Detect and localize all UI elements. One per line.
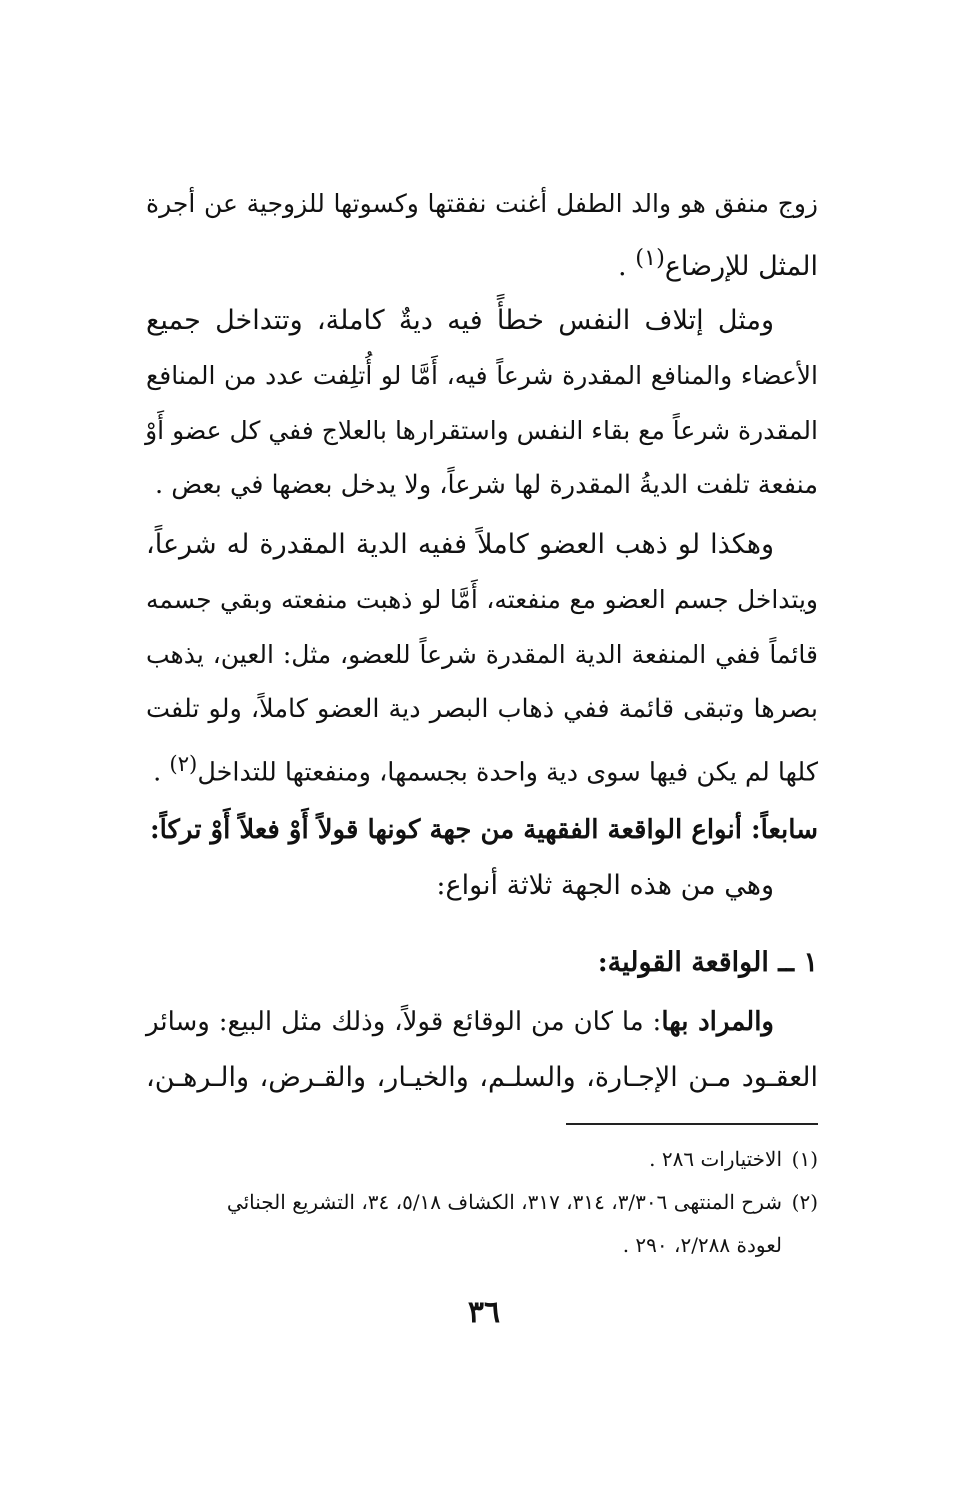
footnote-text: الاختيارات ٢٨٦ .: [649, 1147, 782, 1171]
text-line: [146, 231, 818, 286]
footnote-1: [146, 1138, 818, 1181]
line-end: .: [153, 757, 170, 788]
footnote-divider: [566, 1123, 818, 1125]
text-line: قائماً ففي المنفعة الدية المقدرة شرعاً للعضو، مثل: العين، يذهب: [146, 640, 818, 669]
footnote-ref-1: (١): [635, 245, 665, 271]
footnotes: [146, 1138, 818, 1267]
text-line: زوج منفق هو والد الطفل أغنت نفقتها وكسوتها للزوجية عن أجرة: [146, 189, 818, 218]
footnote-ref-2: (٢): [169, 752, 198, 777]
text-line: [146, 737, 818, 792]
subsection-1: [146, 935, 818, 990]
term-label: والمراد بها: [661, 1007, 774, 1037]
section-7: [146, 803, 818, 913]
line-end: .: [618, 251, 636, 282]
footnote-2-continuation: لعودة ٢/٢٨٨، ٢٩٠ .: [622, 1233, 782, 1257]
text-line: الأعضاء والمنافع المقدرة شرعاً فيه، أَمَّا لو أُتلِفت عدد من المنافع: [146, 361, 819, 390]
text-line: منفعة تلفت الديةُ المقدرة لها شرعاً، ولا يدخل بعضها في بعض .: [154, 470, 818, 500]
footnote-text: شرح المنتهى ٣/٣٠٦، ٣١٤، ٣١٧، الكشاف ٥/١٨، ٣٤، التشريع الجنائي: [226, 1190, 782, 1214]
paragraph-2: [146, 293, 818, 513]
text-line: بصرها وتبقى قائمة ففي ذهاب البصر دية العضو كاملاً، ولو تلفت: [146, 694, 818, 724]
text-line: [146, 995, 818, 1050]
subheading: ١ ــ الواقعة القولية:: [597, 947, 818, 978]
text-line: وهكذا لو ذهب العضو كاملاً ففيه الدية المقدرة له شرعاً،: [146, 529, 774, 560]
footnote-2: [146, 1181, 818, 1224]
paragraph-4: [146, 995, 818, 1105]
text-line: العقـود مـن الإجـارة، والسلـم، والخيـار، والقـرض، والـرهـن،: [146, 1062, 818, 1093]
section-intro: وهي من هذه الجهة ثلاثة أنواع:: [436, 870, 774, 901]
line-text: : ما كان من الوقائع قولاً، وذلك مثل البيع: وسائر: [146, 1007, 662, 1037]
line-text: المثل للإرضاع: [664, 251, 818, 282]
footnote-marker: (٢): [791, 1190, 818, 1214]
section-heading: سابعاً: أنواع الواقعة الفقهية من جهة كونها قولاً أَوْ فعلاً أَوْ تركاً:: [149, 815, 818, 845]
paragraph-1: [146, 176, 818, 286]
text-line: المقدرة شرعاً مع بقاء النفس واستقرارها بالعلاج ففي كل عضو أَوْ: [145, 416, 818, 445]
footnote-marker: (١): [791, 1147, 818, 1171]
line-text: كلها لم يكن فيها سوى دية واحدة بجسمها، ومنفعتها للتداخل: [197, 757, 818, 788]
text-line: ومثل إتلاف النفس خطأً فيه ديةٌ كاملة، وتتداخل جميع: [146, 305, 774, 336]
text-line: ويتداخل جسم العضو مع منفعته، أَمَّا لو ذهبت منفعته وبقي جسمه: [146, 585, 818, 614]
paragraph-3: [146, 517, 818, 792]
page-number: ٣٦: [467, 1295, 501, 1330]
